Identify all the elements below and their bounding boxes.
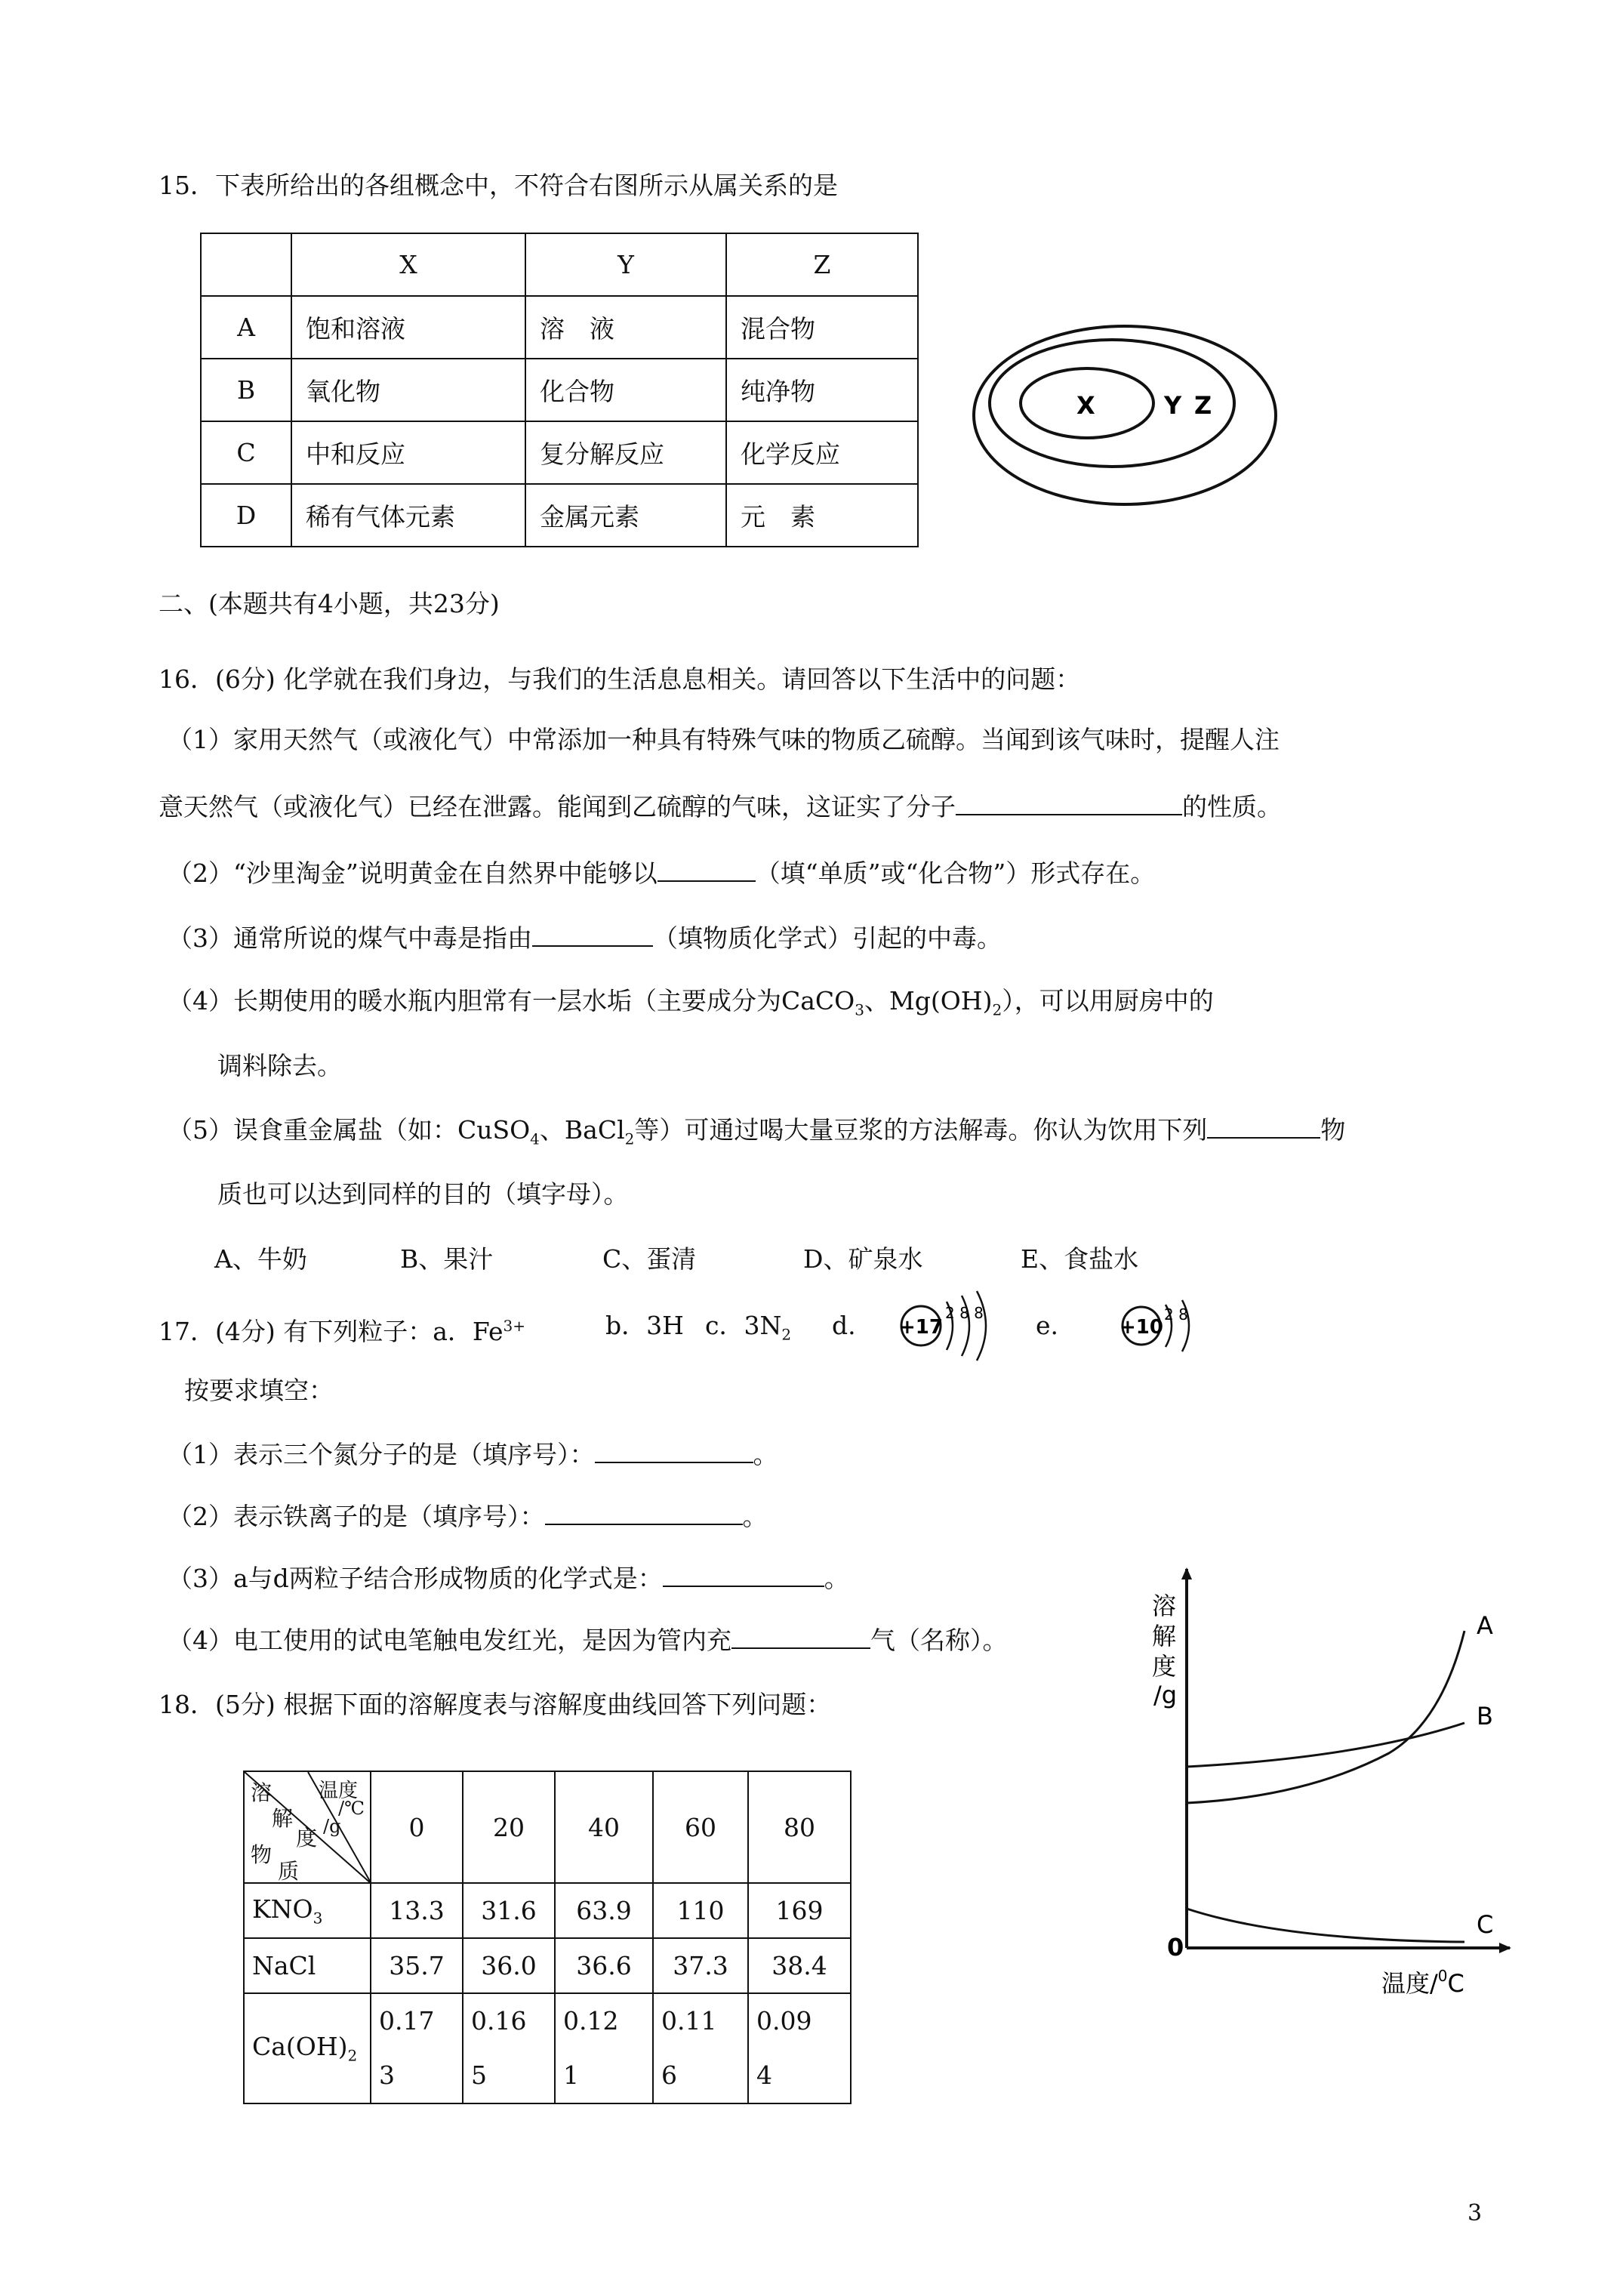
x-axis-label: 温度/$^0$C <box>1381 1967 1464 1998</box>
y-axis-label-1: 溶 <box>1152 1592 1177 1620</box>
q15-header-y: Y <box>525 233 726 296</box>
curve-a-label: A <box>1477 1611 1493 1640</box>
q15-cell: A <box>201 296 291 359</box>
caoh2-row <box>244 1993 851 2103</box>
q17-text: （4）电工使用的试电笔触电发红光，是因为管内充 <box>168 1626 731 1655</box>
q17-sub2 <box>168 1501 768 1532</box>
q16-part3 <box>168 923 1002 954</box>
table-corner-cell <box>244 1771 371 1883</box>
q17-text: 。 <box>824 1564 849 1593</box>
q16-option-c: C、蛋清 <box>602 1244 697 1274</box>
subscript: 2 <box>624 1130 635 1148</box>
solubility-curve-graph <box>1132 1555 1540 2008</box>
solubility-value: 110 <box>653 1883 748 1938</box>
answer-blank[interactable] <box>532 923 653 947</box>
temp-header: 40 <box>555 1771 653 1883</box>
answer-blank[interactable] <box>956 791 1182 815</box>
solubility-value: 31.6 <box>463 1883 555 1938</box>
q15-cell: 化合物 <box>525 359 726 421</box>
q16-text: （3）通常所说的煤气中毒是指由 <box>168 923 532 953</box>
solubility-value: 0.17 3 <box>371 1993 463 2103</box>
nucleus-label: +17 <box>899 1316 943 1339</box>
superscript: 3+ <box>503 1317 526 1335</box>
curve-c-label: C <box>1477 1910 1494 1939</box>
q16-option-b: B、果汁 <box>400 1244 494 1274</box>
shell-electrons: 2 8 8 <box>945 1304 984 1322</box>
solubility-value: 36.0 <box>463 1938 555 1993</box>
solubility-value: 36.6 <box>555 1938 653 1993</box>
q17-text: （1）表示三个氮分子的是（填序号）： <box>168 1440 595 1469</box>
solubility-value: 0.09 4 <box>748 1993 851 2103</box>
q17-particle-e: e. <box>1036 1311 1059 1340</box>
q15-row-d <box>201 484 918 547</box>
corner-label-4: 物 <box>251 1842 273 1867</box>
q15-cell: 稀有气体元素 <box>291 484 525 547</box>
q15-row-a <box>201 296 918 359</box>
q15-cell: 金属元素 <box>525 484 726 547</box>
q15-row-b <box>201 359 918 421</box>
curve-a <box>1187 1631 1464 1803</box>
solubility-value: 0.11 6 <box>653 1993 748 2103</box>
solubility-value: 37.3 <box>653 1938 748 1993</box>
q16-part1-line1: （1）家用天然气（或液化气）中常添加一种具有特殊气味的物质乙硫醇。当闻到该气味时，提醒人注 <box>168 725 1280 754</box>
solubility-value: 169 <box>748 1883 851 1938</box>
q16-option-a: A、牛奶 <box>214 1244 307 1274</box>
q17-text: （2）表示铁离子的是（填序号）： <box>168 1502 545 1531</box>
set-z-label: Z <box>1194 391 1212 420</box>
temp-header: 60 <box>653 1771 748 1883</box>
corner-temp-label: 温度 <box>319 1780 359 1802</box>
answer-blank[interactable] <box>545 1501 743 1525</box>
solubility-table <box>243 1771 852 2104</box>
q17-sub3 <box>168 1563 849 1594</box>
q16-text: （填物质化学式）引起的中毒。 <box>653 923 1002 953</box>
q17-particle-d: d. <box>832 1311 856 1340</box>
q16-text: 的性质。 <box>1182 792 1282 821</box>
q16-part4-line1 <box>168 986 1214 1025</box>
y-axis-label-3: 度 <box>1152 1652 1177 1681</box>
corner-label-5: 质 <box>278 1859 300 1884</box>
temp-header: 0 <box>371 1771 463 1883</box>
q15-cell: 复分解反应 <box>525 421 726 484</box>
solubility-value: 0.12 1 <box>555 1993 653 2103</box>
q16-option-d: D、矿泉水 <box>803 1244 923 1274</box>
q15-cell: 纯净物 <box>726 359 918 421</box>
q17-instruction: 按要求填空： <box>184 1376 334 1405</box>
q16-option-e: E、食盐水 <box>1021 1244 1139 1274</box>
nacl-row <box>244 1938 851 1993</box>
q15-table <box>200 233 919 547</box>
solubility-value: 63.9 <box>555 1883 653 1938</box>
q15-cell: 元 素 <box>726 484 918 547</box>
q16-stem: 16．(6分) 化学就在我们身边，与我们的生活息息相关。请回答以下生活中的问题： <box>159 664 1081 694</box>
q17-particle-c <box>705 1311 791 1350</box>
set-y-label: Y <box>1164 391 1182 420</box>
solubility-header-row <box>244 1771 851 1883</box>
substance-text: NaCl <box>252 1951 316 1980</box>
q16-part4-line2: 调料除去。 <box>217 1051 342 1080</box>
substance-name <box>244 1993 371 2103</box>
corner-unit-label: /℃ <box>338 1798 365 1819</box>
solubility-value: 38.4 <box>748 1938 851 1993</box>
q15-header-x: X <box>291 233 525 296</box>
q16-text: 、BaCl <box>539 1115 625 1145</box>
q15-cell: D <box>201 484 291 547</box>
origin-label: 0 <box>1167 1933 1184 1962</box>
curve-b <box>1187 1723 1464 1767</box>
substance-text: KNO <box>252 1894 313 1924</box>
answer-blank[interactable] <box>731 1625 870 1649</box>
q15-header-z: Z <box>726 233 918 296</box>
q15-cell: 溶 液 <box>525 296 726 359</box>
q17-sub4 <box>168 1625 1008 1656</box>
q16-part1-line2 <box>159 791 1282 822</box>
subscript: 4 <box>530 1130 540 1148</box>
q16-text: 物 <box>1320 1115 1346 1145</box>
temp-header: 80 <box>748 1771 851 1883</box>
shell-electrons: 2 8 <box>1164 1305 1188 1324</box>
q17-stem <box>159 1311 525 1347</box>
subscript: 2 <box>992 1000 1002 1019</box>
q15-cell: 中和反应 <box>291 421 525 484</box>
q16-part5-line1 <box>168 1114 1345 1154</box>
subscript: 2 <box>347 2046 358 2065</box>
q17-text: c．3N <box>705 1311 782 1340</box>
corner-label-3: 度 <box>296 1826 318 1851</box>
q17-particle-b: b．3H <box>605 1311 684 1340</box>
substance-name <box>244 1883 371 1938</box>
q16-part5-line2: 质也可以达到同样的目的（填字母）。 <box>217 1179 629 1209</box>
kno3-row <box>244 1883 851 1938</box>
answer-blank[interactable] <box>1207 1114 1320 1139</box>
q17-sub1 <box>168 1439 778 1470</box>
q15-stem: 15．下表所给出的各组概念中，不符合右图所示从属关系的是 <box>159 171 838 200</box>
q15-cell: B <box>201 359 291 421</box>
q16-text: ），可以用厨房中的 <box>1002 986 1214 1015</box>
q18-stem: 18．(5分) 根据下面的溶解度表与溶解度曲线回答下列问题： <box>159 1690 832 1719</box>
nested-sets-diagram <box>966 317 1283 513</box>
y-axis-label-4: /g <box>1153 1681 1178 1709</box>
q16-text: （5）误食重金属盐（如：CuSO <box>168 1115 531 1145</box>
substance-name <box>244 1938 371 1993</box>
subscript: 3 <box>855 1000 864 1019</box>
q16-text: 等）可通过喝大量豆浆的方法解毒。你认为饮用下列 <box>634 1115 1208 1145</box>
solubility-value: 35.7 <box>371 1938 463 1993</box>
answer-blank[interactable] <box>658 858 756 882</box>
q15-row-c <box>201 421 918 484</box>
q16-text: （填“单质”或“化合物”）形式存在。 <box>755 858 1156 888</box>
solubility-value: 0.16 5 <box>463 1993 555 2103</box>
page-number: 3 <box>1467 2200 1483 2227</box>
curve-b-label: B <box>1477 1702 1493 1730</box>
q15-cell: 混合物 <box>726 296 918 359</box>
substance-text: Ca(OH) <box>252 2032 348 2062</box>
q17-text: （3）a与d两粒子结合形成物质的化学式是： <box>168 1564 663 1593</box>
set-x-label: X <box>1076 391 1095 420</box>
q16-text: （4）长期使用的暖水瓶内胆常有一层水垢（主要成分为CaCO <box>168 986 855 1015</box>
corner-label-2: 解 <box>272 1806 294 1831</box>
y-axis-label-2: 解 <box>1152 1622 1177 1650</box>
corner-g-label: /g <box>323 1816 341 1837</box>
q15-header-0 <box>201 233 291 296</box>
section-heading: 二、(本题共有4小题，共23分) <box>159 589 500 618</box>
q15-cell: 饱和溶液 <box>291 296 525 359</box>
solubility-value: 13.3 <box>371 1883 463 1938</box>
answer-blank[interactable] <box>595 1439 753 1463</box>
q16-part2 <box>168 858 1155 889</box>
q16-text: （2）“沙里淘金”说明黄金在自然界中能够以 <box>168 858 658 888</box>
q16-text: 、Mg(OH) <box>864 986 993 1015</box>
q17-text: 气（名称）。 <box>870 1626 1008 1655</box>
temp-header: 20 <box>463 1771 555 1883</box>
q15-cell: 化学反应 <box>726 421 918 484</box>
q16-text: 意天然气（或液化气）已经在泄露。能闻到乙硫醇的气味，这证实了分子 <box>159 792 956 821</box>
nucleus-label: +10 <box>1119 1316 1163 1339</box>
answer-blank[interactable] <box>663 1563 824 1587</box>
q17-text: 。 <box>753 1440 778 1469</box>
subscript: 3 <box>313 1909 323 1928</box>
curve-c <box>1187 1909 1464 1942</box>
corner-label-1: 溶 <box>251 1780 273 1805</box>
atom-structure-e <box>1114 1296 1212 1356</box>
q17-text: 。 <box>742 1502 768 1531</box>
subscript: 2 <box>781 1325 792 1344</box>
q15-cell: 氧化物 <box>291 359 525 421</box>
atom-structure-d <box>892 1288 1006 1364</box>
q17-text: 17．(4分) 有下列粒子：a．Fe <box>159 1317 504 1346</box>
q15-cell: C <box>201 421 291 484</box>
